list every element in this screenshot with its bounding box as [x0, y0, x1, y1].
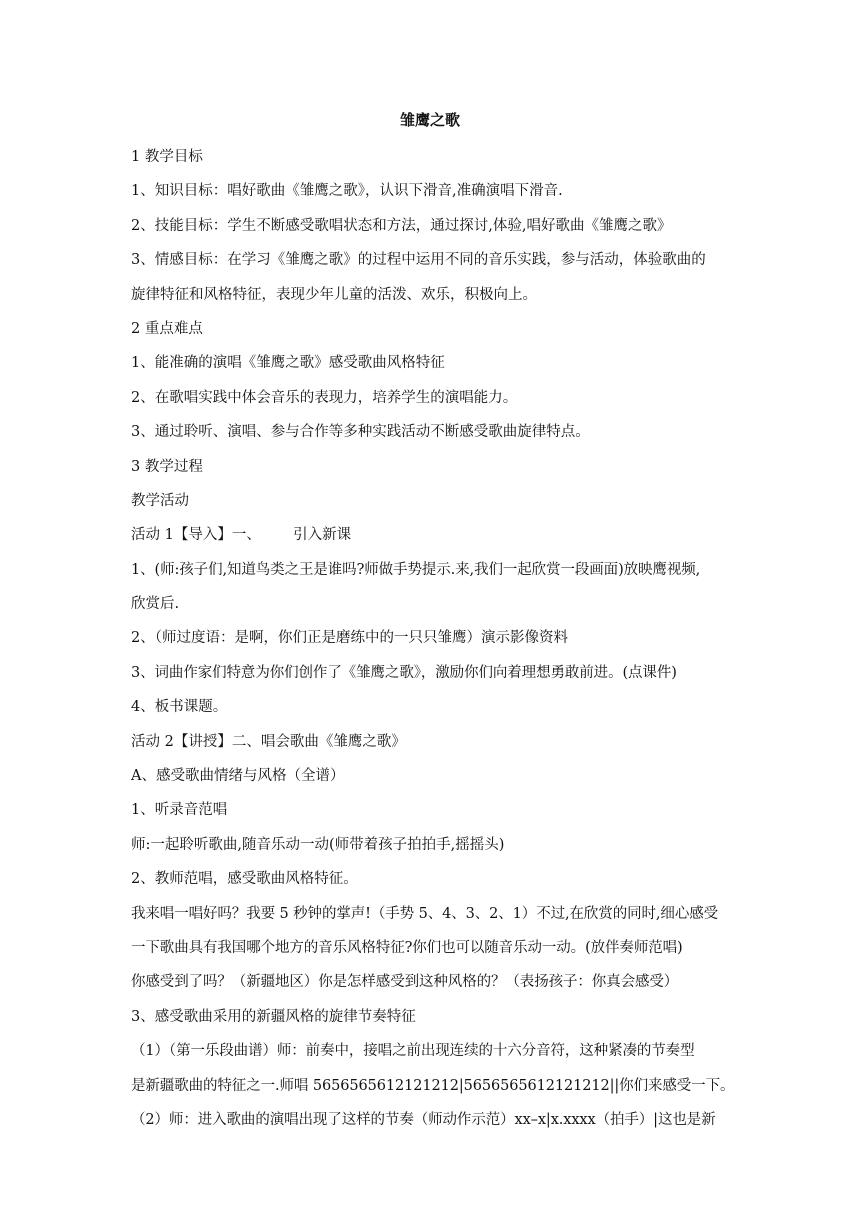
paragraph-line: 2、（师过度语：是啊，你们正是磨练中的一只只雏鹰）演示影像资料 [131, 630, 568, 647]
paragraph-line: 3、情感目标：在学习《雏鹰之歌》的过程中运用不同的音乐实践，参与活动，体验歌曲的 [131, 252, 706, 269]
paragraph-line: （1）（第一乐段曲谱）师：前奏中，接唱之前出现连续的十六分音符，这种紧凑的节奏型 [131, 1043, 695, 1060]
document-body [131, 146, 735, 1143]
section-heading: 2 重点难点 [131, 320, 203, 337]
paragraph-line: 师:一起聆听歌曲,随音乐动一动(师带着孩子拍拍手,摇摇头) [131, 836, 505, 853]
paragraph-line: 1、知识目标：唱好歌曲《雏鹰之歌》，认识下滑音,准确演唱下滑音. [131, 183, 563, 200]
paragraph-line: （2）师：进入歌曲的演唱出现了这样的节奏（师动作示范）xx–x|x.xxxx（拍手）|这也是新 [131, 1111, 716, 1128]
paragraph-line: 2、技能目标：学生不断感受歌唱状态和方法，通过探讨,体验,唱好歌曲《雏鹰之歌》 [131, 217, 672, 234]
paragraph-line: 欣赏后. [131, 596, 180, 613]
paragraph-line: 我来唱一唱好吗？我要 5 秒钟的掌声!（手势 5、4、3、2、1）不过,在欣赏的同时,细心感受 [131, 905, 719, 922]
paragraph-line: 一下歌曲具有我国哪个地方的音乐风格特征?你们也可以随音乐动一动。(放伴奏师范唱) [131, 939, 683, 956]
paragraph-line: 1、(师:孩子们,知道鸟类之王是谁吗?师做手势提示.来,我们一起欣赏一段画面)放映鹰视频, [131, 561, 701, 578]
paragraph-line: 是新疆歌曲的特征之一.师唱 5656565612121212|5656565612121212||你们来感受一下。 [131, 1077, 735, 1094]
paragraph-line: 2、在歌唱实践中体会音乐的表现力，培养学生的演唱能力。 [131, 389, 518, 406]
paragraph-line: A、感受歌曲情绪与风格（全谱） [131, 768, 345, 785]
activity-heading: 活动 1【导入】一、 引入新课 [131, 527, 352, 544]
paragraph-line: 2、教师范唱，感受歌曲风格特征。 [131, 871, 358, 888]
section-heading: 1 教学目标 [131, 149, 203, 165]
paragraph-line: 1、听录音范唱 [131, 802, 228, 819]
paragraph-line: 教学活动 [131, 492, 189, 509]
activity-heading: 活动 2【讲授】二、唱会歌曲《雏鹰之歌》 [131, 733, 406, 750]
paragraph-line: 你感受到了吗？（新疆地区）你是怎样感受到这种风格的？（表扬孩子：你真会感受） [131, 974, 679, 991]
paragraph-line: 3、词曲作家们特意为你们创作了《雏鹰之歌》，激励你们向着理想勇敢前进。(点课件) [131, 664, 677, 681]
paragraph-line: 旋律特征和风格特征，表现少年儿童的活泼、欢乐，积极向上。 [131, 286, 537, 303]
paragraph-line: 1、能准确的演唱《雏鹰之歌》感受歌曲风格特征 [131, 355, 445, 372]
section-heading: 3 教学过程 [131, 458, 203, 475]
paragraph-line: 3、感受歌曲采用的新疆风格的旋律节奏特征 [131, 1008, 416, 1025]
document-title: 雏鹰之歌 [399, 111, 460, 129]
paragraph-line: 4、板书课题。 [131, 699, 228, 716]
paragraph-line: 3、通过聆听、演唱、参与合作等多种实践活动不断感受歌曲旋律特点。 [131, 424, 590, 441]
